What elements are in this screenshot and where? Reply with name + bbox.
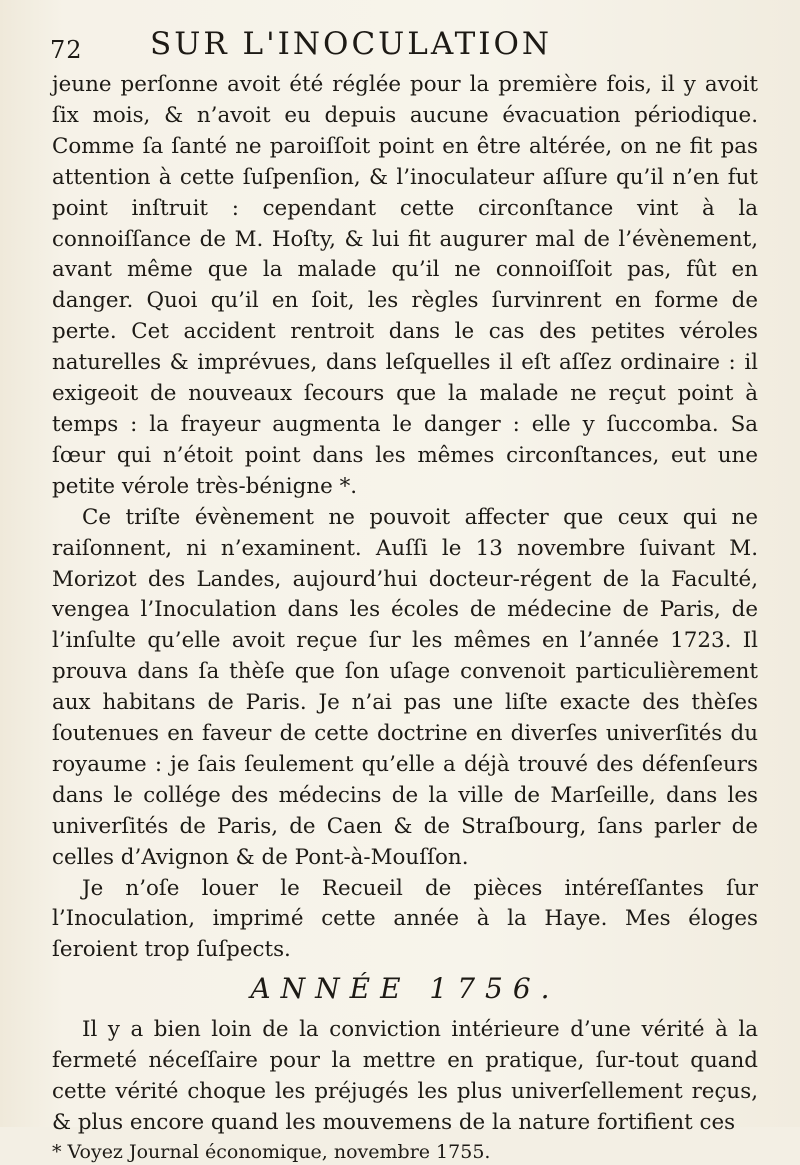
footnote: * Voyez Journal économique, novembre 1755. [52, 1140, 491, 1163]
year-heading: ANNÉE 1756. [250, 972, 560, 1006]
body-text [52, 70, 758, 1165]
paragraph: Il y a bien loin de la conviction intérieure d’une vérité à la fermeté néceſſaire pour la mettre en pratique, ſur-tout quand cette vérité choque les préjugés les plus univerſellement reçus, & plus encore quand les mouvemens de la nature fortifient ces [52, 1017, 758, 1135]
paragraph: Je n’oſe louer le Recueil de pièces intéreſſantes ſur l’Inoculation, imprimé cette année à la Haye. Mes éloges ſeroient trop ſuſpects. [52, 875, 758, 963]
paragraph: Ce triſte évènement ne pouvoit affecter que ceux qui ne raiſonnent, ni n’examinent. Auſſi le 13 novembre ſuivant M. Morizot des Landes, aujourd’hui docteur-régent de la Faculté, vengea l’Inoculation dans les écoles de médecine de Paris, de l’inſulte qu’elle avoit reçue ſur les mêmes en l’année 1723. Il prouva dans ſa thèſe que ſon uſage convenoit particulièrement aux habitans de Paris. Je n’ai pas une liſte exacte des thèſes ſoutenues en faveur de cette doctrine en diverſes univerſités du royaume : je ſais ſeulement qu’elle a déjà trouvé des défenſeurs dans le collége des médecins de la ville de Marſeille, dans les univerſités de Paris, de Caen & de Straſbourg, ſans parler de celles d’Avignon & de Pont-à-Mouſſon. [52, 504, 758, 870]
page-header [50, 26, 750, 66]
page-number: 72 [50, 36, 83, 64]
running-title: SUR L'INOCULATION [150, 26, 553, 62]
paragraph: jeune perſonne avoit été réglée pour la première fois, il y avoit ſix mois, & n’avoit eu depuis aucune évacuation périodique. Comme ſa ſanté ne paroiſſoit point en être altérée, on ne fit pas attention à cette ſuſpenſion, & l’inoculateur aſſure qu’il n’en fut point inſtruit : cependant cette circonſtance vint à la connoiſſance de M. Hoſty, & lui fit augurer mal de l’évènement, avant même que la malade qu’il ne connoiſſoit pas, fût en danger. Quoi qu’il en ſoit, les règles ſurvinrent en forme de perte. Cet accident rentroit dans le cas des petites véroles naturelles & imprévues, dans leſquelles il eſt aſſez ordinaire : il exigeoit de nouveaux ſecours que la malade ne reçut point à temps : la frayeur augmenta le danger : elle y ſuccomba. Sa ſœur qui n’étoit point dans les mêmes circonſtances, eut une petite vérole très-bénigne *. [52, 72, 758, 499]
